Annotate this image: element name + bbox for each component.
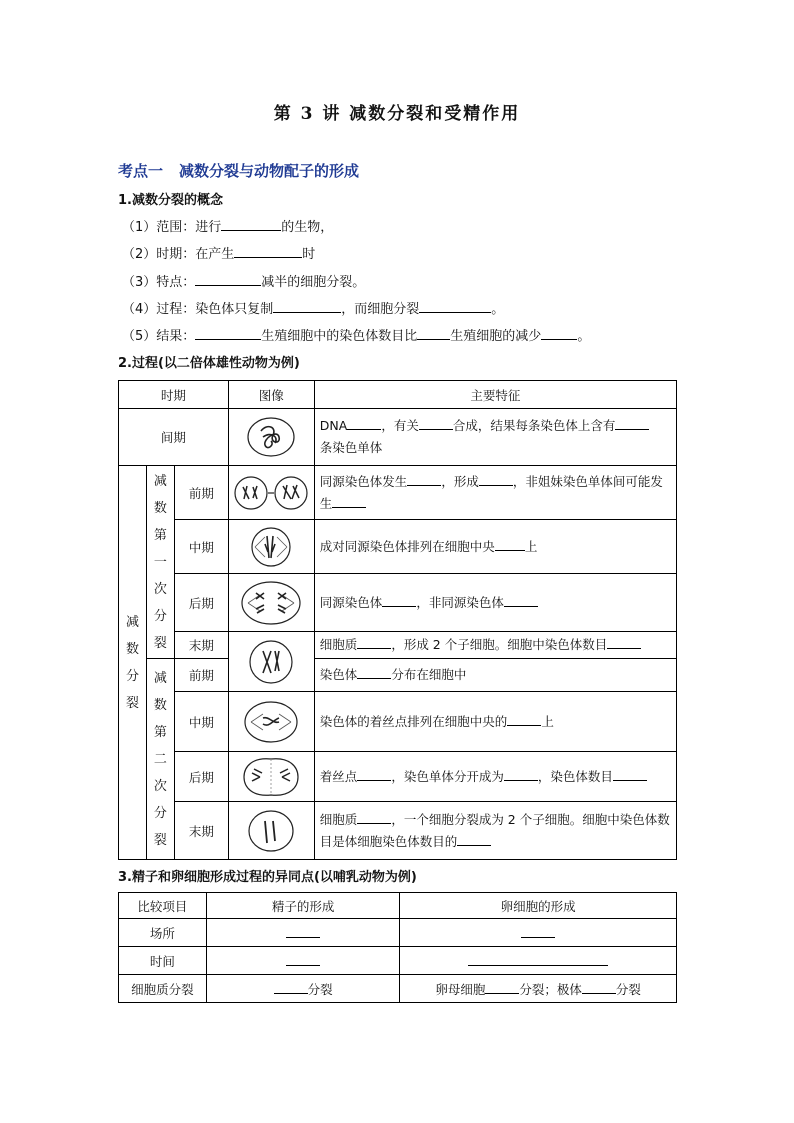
blank[interactable] <box>357 811 391 824</box>
table-row <box>119 802 677 860</box>
blank[interactable] <box>195 327 261 340</box>
blank[interactable] <box>504 594 538 607</box>
blank[interactable] <box>607 636 641 649</box>
blank[interactable] <box>485 981 519 994</box>
interphase-features: DNA ，有关 合成，结果每条染色体上含有 条染色单体 <box>314 409 676 466</box>
concept-item-2: （2）时期：在产生 时 <box>122 247 316 262</box>
m1-telophase-cell-image <box>228 632 314 692</box>
row-label-time: 时间 <box>119 947 207 975</box>
table-row <box>119 919 677 947</box>
blank[interactable] <box>541 327 577 340</box>
section-title: 减数分裂与动物配子的形成 <box>179 162 360 180</box>
table-row <box>119 574 677 632</box>
blank[interactable] <box>273 300 341 313</box>
interphase-cell-image <box>228 409 314 466</box>
blank[interactable] <box>274 981 308 994</box>
blank[interactable] <box>495 538 525 551</box>
blank[interactable] <box>521 925 555 938</box>
blank[interactable] <box>417 327 450 340</box>
blank[interactable] <box>286 925 320 938</box>
blank[interactable] <box>286 953 320 966</box>
comparison-heading: 3.精子和卵细胞形成过程的异同点(以哺乳动物为例) <box>118 870 417 885</box>
blank[interactable] <box>457 833 491 846</box>
blank[interactable] <box>468 953 608 966</box>
m1-anaphase-cell-image <box>228 574 314 632</box>
stage-label: 末期 <box>174 632 228 659</box>
stage-label: 中期 <box>174 692 228 752</box>
blank[interactable] <box>615 417 649 430</box>
sperm-location <box>206 919 400 947</box>
blank[interactable] <box>407 473 441 486</box>
blank[interactable] <box>382 594 416 607</box>
blank[interactable] <box>419 300 491 313</box>
header-egg: 卵细胞的形成 <box>400 893 677 919</box>
stage-label: 中期 <box>174 520 228 574</box>
table-row <box>119 947 677 975</box>
blank[interactable] <box>221 218 281 231</box>
egg-time <box>400 947 677 975</box>
table-row <box>119 692 677 752</box>
m1-metaphase-features: 成对同源染色体排列在细胞中央 上 <box>314 520 676 574</box>
blank[interactable] <box>234 245 302 258</box>
blank[interactable] <box>504 768 538 781</box>
blank[interactable] <box>613 768 647 781</box>
concept-item-1: （1）范围：进行 的生物， <box>122 220 334 235</box>
blank[interactable] <box>419 417 453 430</box>
m2-telophase-features: 细胞质 ，一个细胞分裂成为 2 个子细胞。细胞中染色体数目是体细胞染色体数目的 <box>314 802 676 860</box>
row-label-division: 细胞质分裂 <box>119 975 207 1003</box>
m1-metaphase-cell-image <box>228 520 314 574</box>
table-header-row <box>119 381 677 409</box>
stage-label: 后期 <box>174 574 228 632</box>
blank[interactable] <box>479 473 513 486</box>
m1-prophase-cell-image <box>228 466 314 520</box>
header-sperm: 精子的形成 <box>206 893 400 919</box>
blank[interactable] <box>582 981 616 994</box>
blank[interactable] <box>332 495 366 508</box>
blank[interactable] <box>195 273 261 286</box>
table-row <box>119 752 677 802</box>
sperm-time <box>206 947 400 975</box>
process-heading: 2.过程(以二倍体雄性动物为例) <box>118 356 300 371</box>
table-row <box>119 659 677 692</box>
table-row <box>119 466 677 520</box>
table-row <box>119 975 677 1003</box>
blank[interactable] <box>347 417 381 430</box>
blank[interactable] <box>357 768 391 781</box>
m2-telophase-cell-image <box>228 802 314 860</box>
concept-item-4: （4）过程：染色体只复制 ，而细胞分裂 。 <box>122 302 505 317</box>
m2-anaphase-cell-image <box>228 752 314 802</box>
page-title: 第 3 讲 减数分裂和受精作用 <box>273 104 521 124</box>
m2-anaphase-features: 着丝点 ，染色单体分开成为 ，染色体数目 <box>314 752 676 802</box>
header-period: 时期 <box>119 381 229 409</box>
row-label-location: 场所 <box>119 919 207 947</box>
egg-division: 卵母细胞 分裂；极体 分裂 <box>400 975 677 1003</box>
egg-location <box>400 919 677 947</box>
stage-label: 前期 <box>174 466 228 520</box>
concept-item-5: （5）结果： 生殖细胞中的染色体数目比 生殖细胞的减少 。 <box>122 329 591 344</box>
blank[interactable] <box>357 666 391 679</box>
concept-item-3: （3）特点： 减半的细胞分裂。 <box>122 275 366 290</box>
table-row <box>119 632 677 659</box>
m2-metaphase-cell-image <box>228 692 314 752</box>
meiosis-2-label: 减数第二次分裂 <box>146 659 174 860</box>
blank[interactable] <box>507 713 541 726</box>
header-item: 比较项目 <box>119 893 207 919</box>
stage-label: 前期 <box>174 659 228 692</box>
section-label: 考点一 <box>118 162 164 180</box>
header-features: 主要特征 <box>314 381 676 409</box>
stage-label: 末期 <box>174 802 228 860</box>
table-header-row <box>119 893 677 919</box>
process-table <box>118 380 677 860</box>
m1-prophase-features: 同源染色体发生 ，形成 ，非姐妹染色单体间可能发生 <box>314 466 676 520</box>
m1-anaphase-features: 同源染色体 ，非同源染色体 <box>314 574 676 632</box>
meiosis-group-label: 减数分裂 <box>119 466 147 860</box>
m2-prophase-features: 染色体 分布在细胞中 <box>314 659 676 692</box>
sperm-division: 分裂 <box>206 975 400 1003</box>
stage-label: 后期 <box>174 752 228 802</box>
header-image: 图像 <box>228 381 314 409</box>
comparison-table <box>118 892 677 1003</box>
meiosis-1-label: 减数第一次分裂 <box>146 466 174 659</box>
m2-metaphase-features: 染色体的着丝点排列在细胞中央的 上 <box>314 692 676 752</box>
concept-heading: 1.减数分裂的概念 <box>118 193 223 208</box>
stage-label: 间期 <box>119 409 229 466</box>
table-row <box>119 520 677 574</box>
section-heading <box>118 160 359 181</box>
blank[interactable] <box>357 636 391 649</box>
table-row <box>119 409 677 466</box>
m1-telophase-features: 细胞质 ，形成 2 个子细胞。细胞中染色体数目 <box>314 632 676 659</box>
